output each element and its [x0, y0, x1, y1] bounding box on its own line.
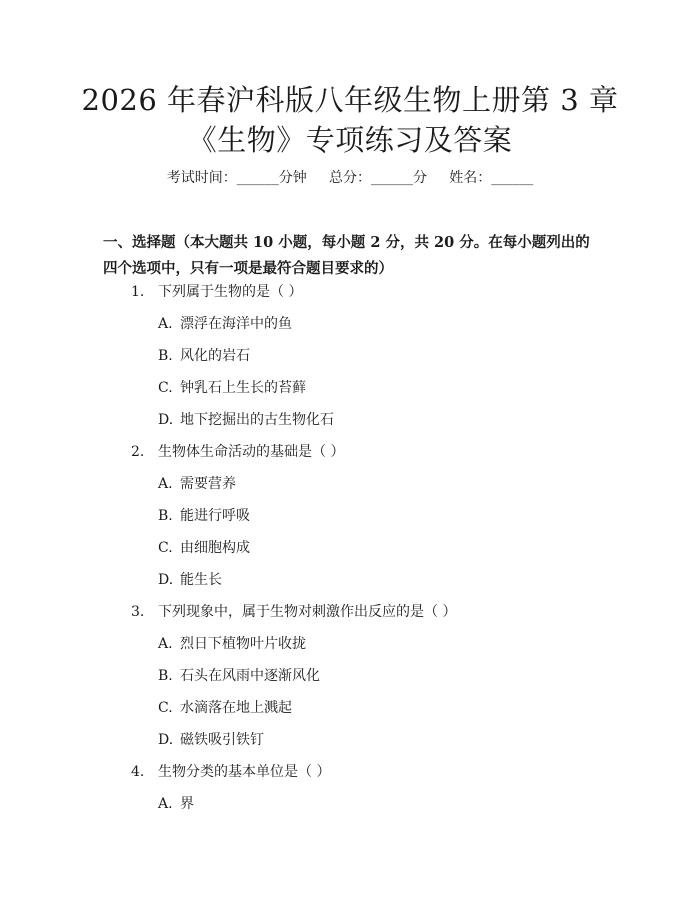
option-letter: B.	[158, 348, 173, 364]
question-text: 下列现象中，属于生物对刺激作出反应的是（ ）	[158, 604, 457, 620]
option-text: 地下挖掘出的古生物化石	[180, 412, 334, 428]
question-2	[0, 442, 700, 474]
page-title: 2026 年春沪科版八年级生物上册第 3 章《生物》专项练习及答案	[81, 83, 619, 157]
question-number: 1.	[131, 284, 145, 300]
option-letter: C.	[158, 380, 173, 396]
exam-meta-line: 考试时间：______分钟 总分：______分 姓名：______	[166, 170, 534, 186]
question-1-option-c	[0, 378, 700, 410]
question-1-option-a	[0, 314, 700, 346]
question-2-option-b	[0, 506, 700, 538]
option-letter: A.	[158, 636, 173, 652]
question-text: 生物分类的基本单位是（ ）	[158, 764, 331, 780]
section-heading: 一、选择题（本大题共 10 小题，每小题 2 分，共 20 分。在每小题列出的四个选项中，只有一项是最符合题目要求的）	[103, 234, 590, 277]
option-letter: A.	[158, 796, 173, 812]
question-1-option-d	[0, 410, 700, 442]
option-letter: C.	[158, 700, 173, 716]
option-letter: A.	[158, 476, 173, 492]
question-2-option-c	[0, 538, 700, 570]
question-2-option-a	[0, 474, 700, 506]
option-letter: D.	[158, 732, 174, 748]
option-text: 漂浮在海洋中的鱼	[180, 316, 292, 332]
option-text: 石头在风雨中逐渐风化	[180, 668, 320, 684]
question-3-option-b	[0, 666, 700, 698]
option-text: 由细胞构成	[180, 540, 250, 556]
option-text: 能进行呼吸	[180, 508, 250, 524]
option-letter: C.	[158, 540, 173, 556]
question-3-option-c	[0, 698, 700, 730]
option-text: 风化的岩石	[180, 348, 250, 364]
question-number: 4.	[131, 764, 145, 780]
question-text: 生物体生命活动的基础是（ ）	[158, 444, 345, 460]
option-letter: D.	[158, 572, 174, 588]
option-letter: B.	[158, 508, 173, 524]
option-text: 能生长	[180, 572, 222, 588]
question-3-option-a	[0, 634, 700, 666]
question-1-option-b	[0, 346, 700, 378]
question-3	[0, 602, 700, 634]
option-text: 钟乳石上生长的苔藓	[180, 380, 306, 396]
question-number: 2.	[131, 444, 145, 460]
question-list	[0, 282, 700, 826]
question-4	[0, 762, 700, 794]
option-text: 水滴落在地上溅起	[180, 700, 292, 716]
question-2-option-d	[0, 570, 700, 602]
question-4-option-a	[0, 794, 700, 826]
option-text: 烈日下植物叶片收拢	[180, 636, 306, 652]
question-1	[0, 282, 700, 314]
option-letter: D.	[158, 412, 174, 428]
option-text: 界	[180, 796, 194, 812]
option-text: 需要营养	[180, 476, 236, 492]
option-letter: A.	[158, 316, 173, 332]
option-text: 磁铁吸引铁钉	[180, 732, 264, 748]
option-letter: B.	[158, 668, 173, 684]
question-3-option-d	[0, 730, 700, 762]
question-text: 下列属于生物的是（ ）	[158, 284, 303, 300]
question-number: 3.	[131, 604, 145, 620]
